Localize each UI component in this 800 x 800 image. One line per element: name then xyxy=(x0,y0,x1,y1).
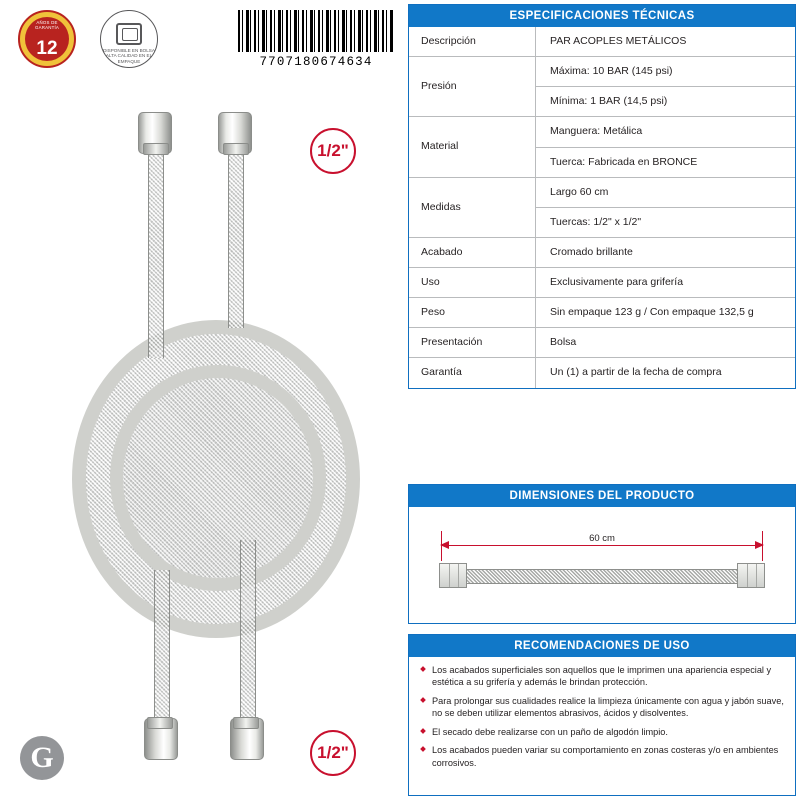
dimensions-title: DIMENSIONES DEL PRODUCTO xyxy=(409,485,795,507)
diagram-nut-right xyxy=(737,563,765,588)
list-item xyxy=(421,664,785,689)
barcode-icon xyxy=(238,10,394,52)
spec-value: PAR ACOPLES METÁLICOS xyxy=(550,35,687,47)
warranty-badge-top-text: AÑOS DE GARANTÍA xyxy=(34,20,60,30)
bullet-icon xyxy=(420,666,426,672)
table-row xyxy=(409,298,795,328)
spec-key: Descripción xyxy=(409,27,536,57)
hose-run-left xyxy=(148,128,164,358)
table-row xyxy=(409,237,795,267)
spec-value: Largo 60 cm xyxy=(536,177,796,207)
box-icon xyxy=(116,23,142,45)
badges-row xyxy=(10,6,390,68)
spec-key: Medidas xyxy=(409,177,536,237)
specs-table xyxy=(409,27,795,388)
connector-nut-bottom-left xyxy=(144,718,178,760)
spec-key: Presión xyxy=(409,57,536,117)
dimension-length-label: 60 cm xyxy=(576,533,628,544)
spec-value: Sin empaque 123 g / Con empaque 132,5 g xyxy=(536,298,796,328)
dimensions-diagram xyxy=(409,507,795,615)
connector-nut-top-right xyxy=(218,112,252,154)
spec-key: Acabado xyxy=(409,237,536,267)
product-photo xyxy=(0,70,400,800)
dimension-arrow-icon xyxy=(441,545,763,546)
packaging-badge-text: DISPONIBLE EN BOLSA ALTA CALIDAD EN EL EMPAQUE xyxy=(103,48,155,64)
list-item xyxy=(421,695,785,720)
table-row xyxy=(409,328,795,358)
spec-key: Presentación xyxy=(409,328,536,358)
table-row xyxy=(409,57,795,87)
size-badge-bottom: 1/2" xyxy=(310,730,356,776)
packaging-badge xyxy=(100,10,160,68)
connector-nut-bottom-right xyxy=(230,718,264,760)
warranty-badge-number: 12 xyxy=(36,38,58,60)
specifications-panel xyxy=(404,0,800,800)
spec-key: Uso xyxy=(409,268,536,298)
list-item xyxy=(421,726,785,738)
list-item-text: El secado debe realizarse con un paño de algodón limpio. xyxy=(432,726,668,737)
recommendations-list xyxy=(409,657,795,781)
spec-value: Tuercas: 1/2" x 1/2" xyxy=(536,207,796,237)
recommendations-title: RECOMENDACIONES DE USO xyxy=(409,635,795,657)
specs-card xyxy=(408,4,796,389)
list-item-text: Los acabados superficiales son aquellos que le imprimen una apariencia especial y estética a su grifería y además le brindan protección. xyxy=(432,665,772,688)
list-item-text: Los acabados pueden variar su comportamiento en zonas costeras y/o en ambientes corrosivos. xyxy=(432,745,779,768)
spec-value: Un (1) a partir de la fecha de compra xyxy=(536,358,796,388)
hose-run-right xyxy=(228,128,244,328)
list-item-text: Para prolongar sus cualidades realice la limpieza únicamente con agua y jabón suave, no se deben utilizar elementos abrasivos, ácidos y disolventes. xyxy=(432,695,784,719)
specs-title: ESPECIFICACIONES TÉCNICAS xyxy=(409,5,795,27)
brand-logo: G xyxy=(20,736,64,780)
spec-value: Bolsa xyxy=(536,328,796,358)
spec-value: Cromado brillante xyxy=(536,237,796,267)
size-badge-top: 1/2" xyxy=(310,128,356,174)
spec-key: Peso xyxy=(409,298,536,328)
spec-value: Mínima: 1 BAR (14,5 psi) xyxy=(536,87,796,117)
barcode xyxy=(238,10,398,72)
hose-diagram xyxy=(467,569,737,584)
table-row xyxy=(409,117,795,147)
table-row xyxy=(409,177,795,207)
list-item xyxy=(421,744,785,769)
spec-key: Material xyxy=(409,117,536,177)
dimensions-card xyxy=(408,484,796,624)
spec-key: Garantía xyxy=(409,358,536,388)
warranty-badge xyxy=(18,10,76,68)
connector-nut-top-left xyxy=(138,112,172,154)
diagram-nut-left xyxy=(439,563,467,588)
bullet-icon xyxy=(420,697,426,703)
spec-value: Máxima: 10 BAR (145 psi) xyxy=(536,57,796,87)
spec-value: Tuerca: Fabricada en BRONCE xyxy=(536,147,796,177)
hose-loop-inner xyxy=(110,365,326,591)
table-row xyxy=(409,268,795,298)
recommendations-card xyxy=(408,634,796,796)
table-row xyxy=(409,358,795,388)
spec-value: Manguera: Metálica xyxy=(536,117,796,147)
bullet-icon xyxy=(420,746,426,752)
barcode-number: 7707180674634 xyxy=(259,55,373,69)
spec-value: Exclusivamente para grifería xyxy=(536,268,796,298)
bullet-icon xyxy=(420,728,426,734)
table-row xyxy=(409,27,795,57)
